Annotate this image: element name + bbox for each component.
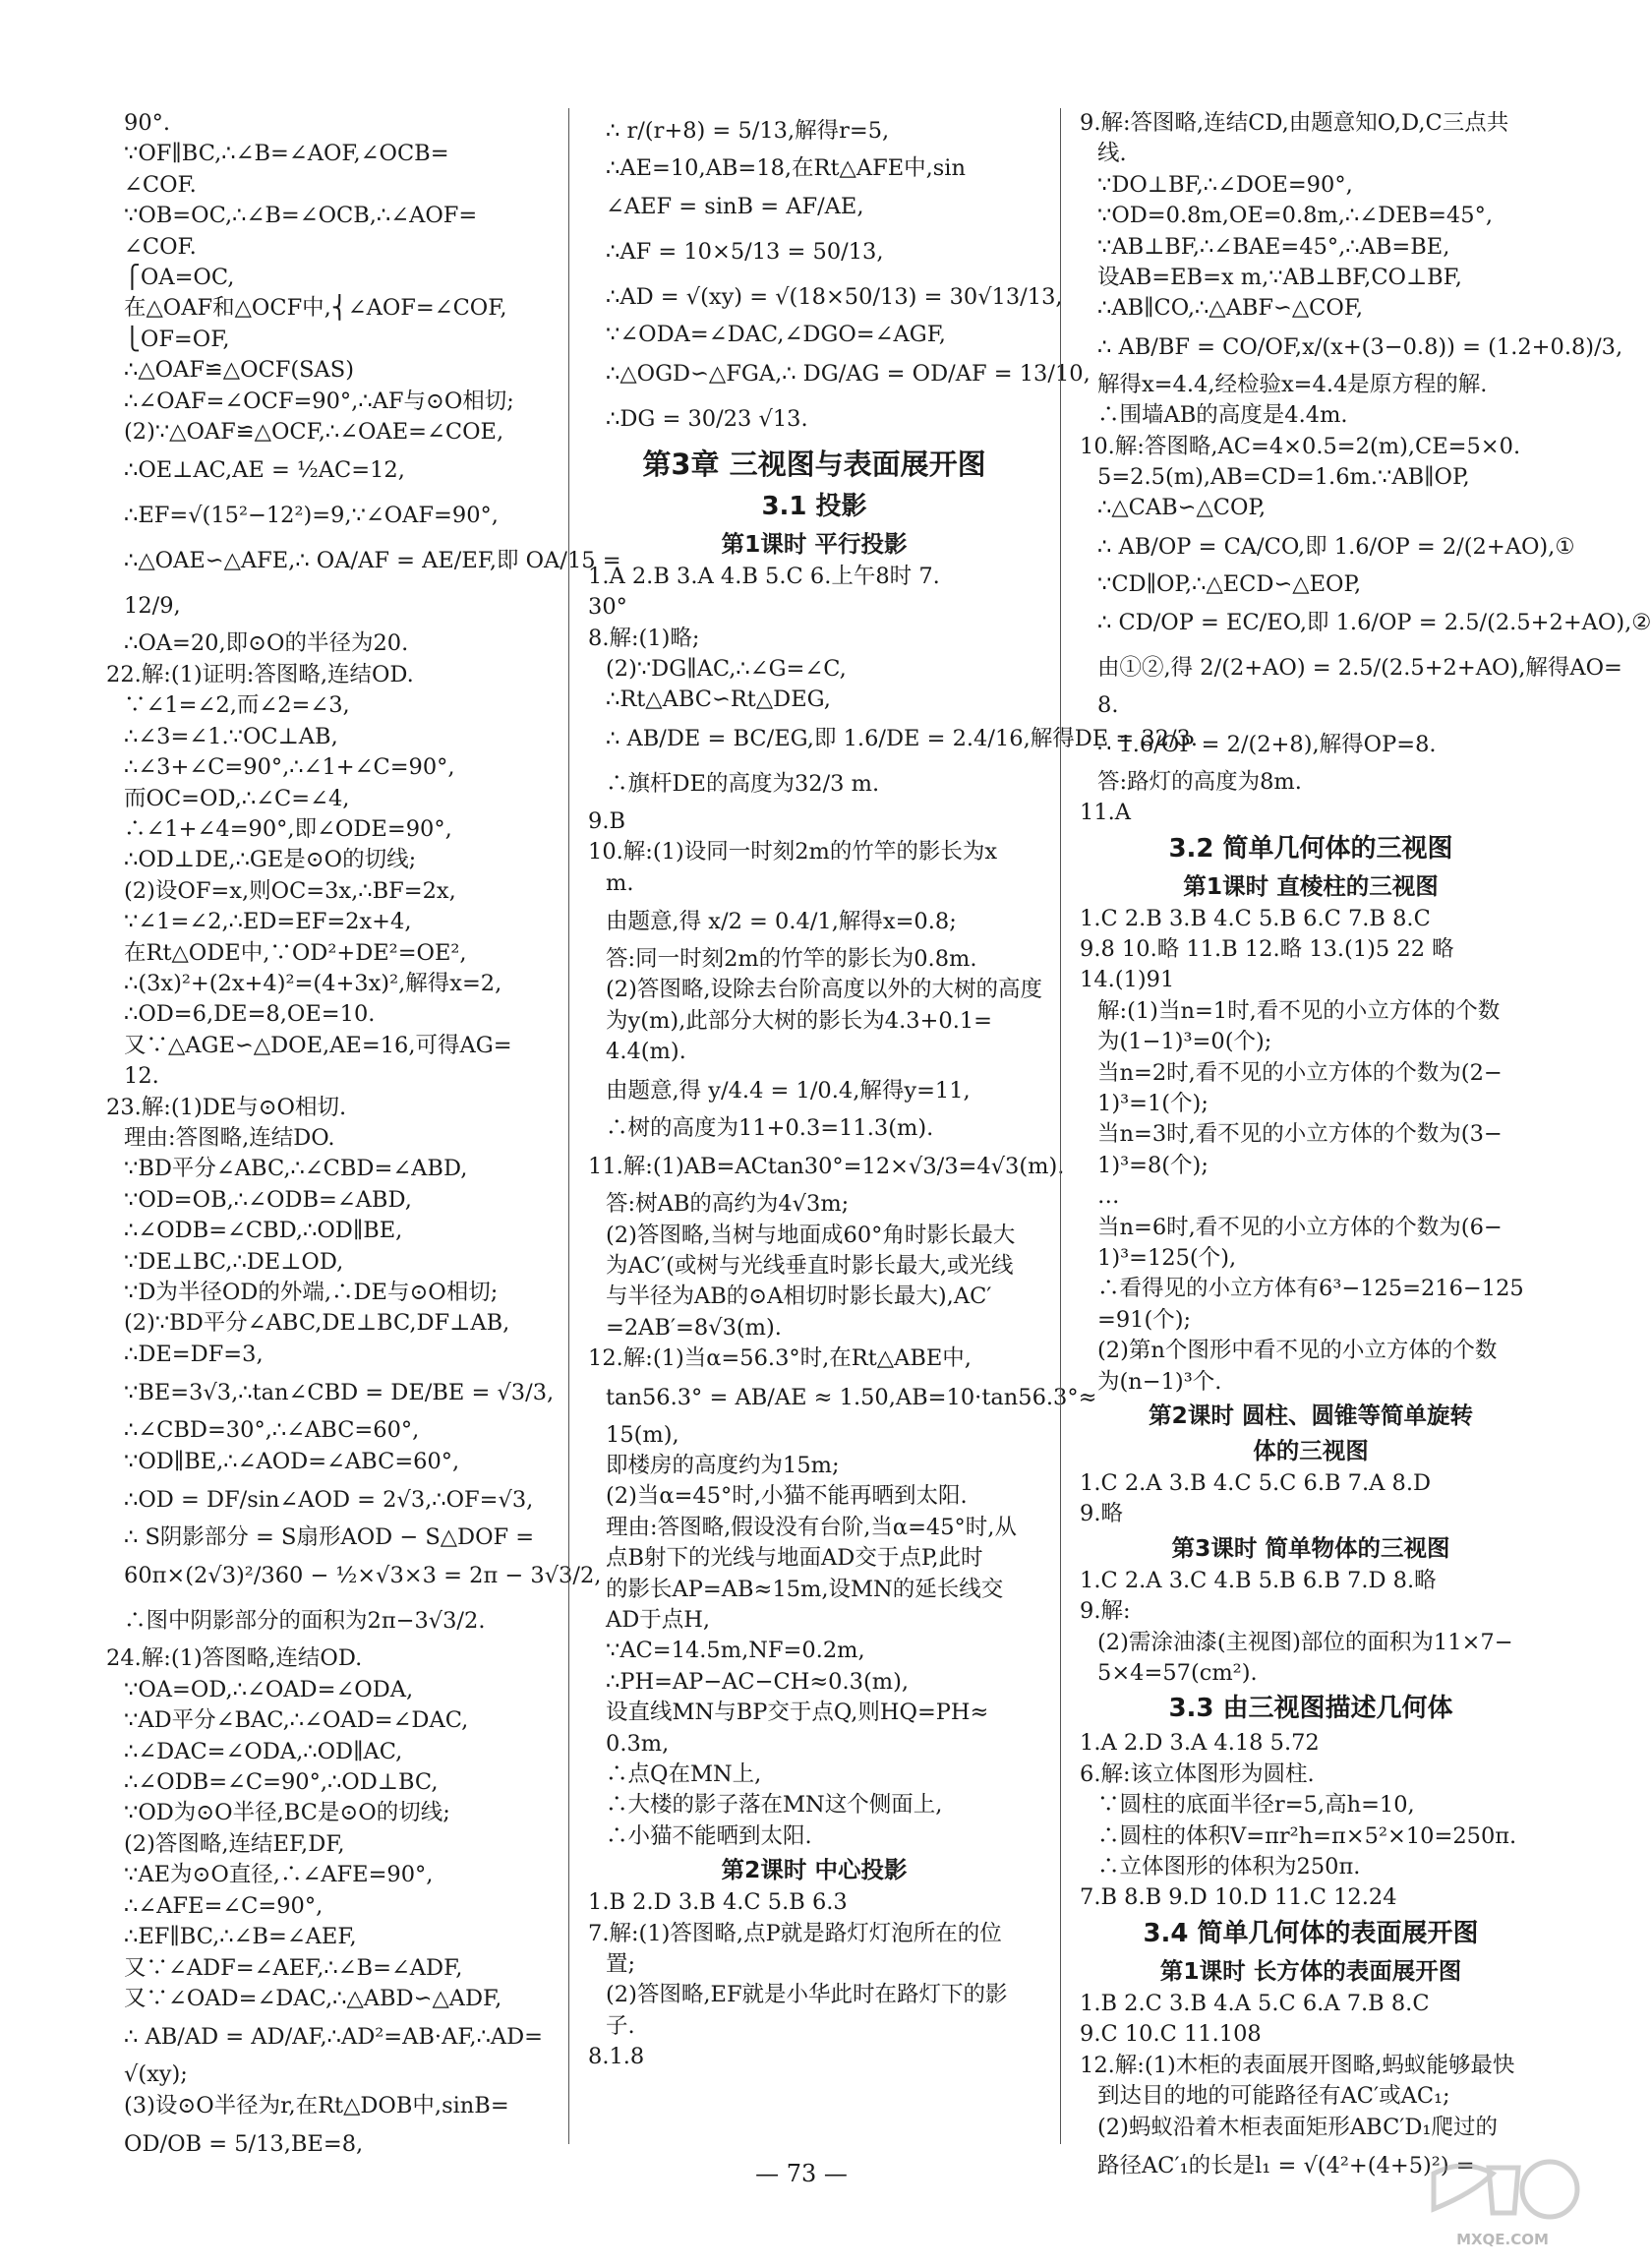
answer-line: 15(m), — [606, 1421, 679, 1448]
answer-line: (3)设⊙O半径为r,在Rt△DOB中,sinB= — [124, 2092, 509, 2119]
answer-line: 由题意,得 x/2 = 0.4/1,解得x=0.8; — [606, 909, 957, 935]
answer-line: 9.8 10.略 11.B 12.略 13.(1)5 22 略 — [1080, 935, 1454, 962]
answer-line: ∴看得见的小立方体有6³−125=216−125 — [1097, 1276, 1524, 1302]
answer-line: ∴旗杆DE的高度为32/3 m. — [606, 770, 880, 797]
section-heading: 3.1 投影 — [761, 491, 867, 521]
answer-line: ∵DO⊥BF,∴∠DOE=90°, — [1097, 171, 1353, 198]
answer-line: ∴树的高度为11+0.3=11.3(m). — [606, 1114, 934, 1141]
answer-line: ∴∠ODB=∠C=90°,∴OD⊥BC, — [124, 1769, 439, 1796]
lesson-heading: 第2课时 圆柱、圆锥等简单旋转 — [1148, 1402, 1474, 1429]
answer-line: √(xy); — [124, 2061, 188, 2088]
answer-line: 线. — [1097, 141, 1127, 167]
answer-line: ∵OF∥BC,∴∠B=∠AOF,∠OCB= — [124, 141, 449, 167]
answer-line: ∴大楼的影子落在MN这个侧面上, — [606, 1792, 943, 1819]
answer-line: 即楼房的高度约为15m; — [606, 1452, 840, 1478]
answer-line: ∴∠AFE=∠C=90°, — [124, 1892, 324, 1919]
answer-line: 1.C 2.A 3.C 4.B 5.B 6.B 7.D 8.略 — [1080, 1567, 1437, 1593]
answer-line: ∵OD∥BE,∴∠AOD=∠ABC=60°, — [124, 1448, 460, 1474]
answer-line: ∴小猫不能晒到太阳. — [606, 1822, 812, 1849]
answer-line: ∴ r/(r+8) = 5/13,解得r=5, — [606, 118, 890, 144]
answer-line: ∴∠ODB=∠CBD,∴OD∥BE, — [124, 1218, 403, 1244]
answer-line: 设AB=EB=x m,∵AB⊥BF,CO⊥BF, — [1097, 265, 1462, 291]
answer-line: AD于点H, — [606, 1606, 711, 1633]
answer-line: 8.1.8 — [588, 2044, 645, 2070]
answer-line: ∴围墙AB的高度是4.4m. — [1097, 402, 1348, 429]
answer-line: (2)∵BD平分∠ABC,DE⊥BC,DF⊥AB, — [124, 1310, 510, 1337]
answer-line: 理由:答图略,连结DO. — [124, 1124, 335, 1151]
answer-line: 又∵∠OAD=∠DAC,∴△ABD∽△ADF, — [124, 1985, 502, 2011]
answer-line: ∴ S阴影部分 = S扇形AOD − S△DOF = — [124, 1524, 535, 1551]
lesson-heading: 第3课时 简单物体的三视图 — [1171, 1533, 1450, 1562]
answer-line: 22.解:(1)证明:答图略,连结OD. — [106, 661, 414, 687]
answer-line: ∠COF. — [124, 233, 197, 260]
watermark-logo — [1424, 2154, 1581, 2248]
answer-line: 30° — [588, 594, 627, 621]
answer-line: ∴∠1+∠4=90°,即∠ODE=90°, — [124, 815, 452, 842]
answer-line: 而OC=OD,∴∠C=∠4, — [124, 785, 350, 811]
answer-line: 又∵∠ADF=∠AEF,∴∠B=∠ADF, — [124, 1954, 463, 1981]
answer-line: ∵圆柱的底面半径r=5,高h=10, — [1097, 1792, 1415, 1819]
answer-line: 的影长AP=AB≈15m,设MN的延长线交 — [606, 1576, 1004, 1602]
answer-line: ∴∠3+∠C=90°,∴∠1+∠C=90°, — [124, 754, 455, 781]
answer-line: (2)∵DG∥AC,∴∠G=∠C, — [606, 656, 847, 683]
answer-line: ∵AC=14.5m,NF=0.2m, — [606, 1638, 865, 1664]
answer-line: 与半径为AB的⊙A相切时影长最大),AC′ — [606, 1283, 992, 1310]
answer-line: ⎩OF=OF, — [124, 326, 230, 352]
answer-line: (2)答图略,当树与地面成60°角时影长最大 — [606, 1222, 1016, 1248]
column-divider — [568, 108, 569, 2144]
answer-line: 为y(m),此部分大树的影长为4.3+0.1= — [606, 1007, 993, 1034]
answer-line: 当n=3时,看不见的小立方体的个数为(3− — [1097, 1121, 1503, 1148]
answer-line: ∴ AB/DE = BC/EG,即 1.6/DE = 2.4/16,解得DE = 32/3. — [606, 725, 1199, 751]
answer-line: ∴△OAE∽△AFE,∴ OA/AF = AE/EF,即 OA/15 = — [124, 548, 621, 574]
answer-line: 由①②,得 2/(2+AO) = 2.5/(2.5+2+AO),解得AO= — [1097, 655, 1622, 682]
answer-line: ⎧OA=OC, — [124, 265, 235, 291]
answer-line: 90°. — [124, 110, 171, 136]
answer-line: 12. — [124, 1063, 159, 1090]
answer-line: 12.解:(1)木柜的表面展开图略,蚂蚁能够最快 — [1080, 2052, 1515, 2078]
section-heading: 3.2 简单几何体的三视图 — [1168, 833, 1453, 864]
answer-line: ∴EF∥BC,∴∠B=∠AEF, — [124, 1924, 357, 1950]
answer-line: ∴DE=DF=3, — [124, 1341, 264, 1367]
watermark-url: MXQE.COM — [1456, 2231, 1549, 2248]
answer-line: ∴∠OAF=∠OCF=90°,∴AF与⊙O相切; — [124, 388, 514, 414]
answer-line: 又∵△AGE∽△DOE,AE=16,可得AG= — [124, 1032, 512, 1058]
lesson-heading: 第1课时 直棱柱的三视图 — [1183, 871, 1439, 900]
answer-line: ∴ CD/OP = EC/EO,即 1.6/OP = 2.5/(2.5+2+AO),② — [1097, 610, 1651, 636]
answer-line: 当n=2时,看不见的小立方体的个数为(2− — [1097, 1059, 1503, 1086]
lesson-heading: 第2课时 中心投影 — [721, 1856, 908, 1884]
answer-line: ∴AE=10,AB=18,在Rt△AFE中,sin — [606, 155, 966, 181]
answer-line: ∴△CAB∽△COP, — [1097, 495, 1267, 521]
answer-line: 6.解:该立体图形为圆柱. — [1080, 1761, 1315, 1787]
answer-line: 9.C 10.C 11.108 — [1080, 2021, 1262, 2048]
answer-line: ∵∠ODA=∠DAC,∠DGO=∠AGF, — [606, 322, 946, 348]
answer-line: OD/OB = 5/13,BE=8, — [124, 2131, 364, 2158]
answer-line: ∴OE⊥AC,AE = ½AC=12, — [124, 457, 405, 484]
answer-line: ∴Rt△ABC∽Rt△DEG, — [606, 686, 831, 713]
answer-line: 24.解:(1)答图略,连结OD. — [106, 1645, 363, 1672]
answer-line: ∴点Q在MN上, — [606, 1761, 762, 1787]
answer-line: ∵AD平分∠BAC,∴∠OAD=∠DAC, — [124, 1707, 469, 1734]
answer-line: 解:(1)当n=1时,看不见的小立方体的个数 — [1097, 997, 1501, 1024]
answer-line: 11.A — [1080, 800, 1132, 826]
answer-line: ∴ AB/BF = CO/OF,x/(x+(3−0.8)) = (1.2+0.8)/3, — [1097, 333, 1623, 360]
answer-line: (2)∵△OAF≌△OCF,∴∠OAE=∠COE, — [124, 419, 504, 446]
answer-line: 解得x=4.4,经检验x=4.4是原方程的解. — [1097, 371, 1488, 397]
answer-line: ∵D为半径OD的外端,∴DE与⊙O相切; — [124, 1280, 499, 1305]
answer-line: tan56.3° = AB/AE ≈ 1.50,AB=10·tan56.3°≈ — [606, 1384, 1097, 1410]
answer-line: ∴立体图形的体积为250π. — [1097, 1854, 1361, 1880]
answer-line: 9.解: — [1080, 1598, 1131, 1625]
answer-line: ∵∠1=∠2,而∠2=∠3, — [124, 692, 350, 719]
answer-line: 设直线MN与BP交于点Q,则HQ=PH≈ — [606, 1700, 989, 1726]
answer-line: ∴OD=6,DE=8,OE=10. — [124, 1001, 376, 1028]
answer-line: 1)³=1(个); — [1097, 1090, 1209, 1116]
answer-line: 4.4(m). — [606, 1039, 686, 1065]
answer-line: ∵AB⊥BF,∴∠BAE=45°,∴AB=BE, — [1097, 233, 1450, 260]
answer-line: 12/9, — [124, 593, 181, 620]
answer-line: 1)³=8(个); — [1097, 1152, 1209, 1178]
answer-line: ∴AD = √(xy) = √(18×50/13) = 30√13/13, — [606, 284, 1063, 311]
answer-line: ∴∠3=∠1.∵OC⊥AB, — [124, 723, 338, 749]
answer-line: (2)答图略,设除去台阶高度以外的大树的高度 — [606, 977, 1043, 1003]
answer-line: 由题意,得 y/4.4 = 1/0.4,解得y=11, — [606, 1077, 971, 1104]
answer-line: 当n=6时,看不见的小立方体的个数为(6− — [1097, 1214, 1503, 1240]
answer-line: 置; — [606, 1951, 636, 1978]
answer-line: 答:路灯的高度为8m. — [1097, 768, 1302, 795]
answer-line: 1.A 2.B 3.A 4.B 5.C 6.上午8时 7. — [588, 563, 940, 589]
lesson-heading: 第1课时 长方体的表面展开图 — [1159, 1956, 1462, 1985]
answer-line: ∴ 1.6/OP = 2/(2+8),解得OP=8. — [1097, 731, 1437, 757]
answer-line: 1.C 2.B 3.B 4.C 5.B 6.C 7.B 8.C — [1080, 905, 1431, 931]
answer-line: 8.解:(1)略; — [588, 625, 700, 651]
answer-line: ∴AF = 10×5/13 = 50/13, — [606, 239, 884, 266]
answer-line: 1.C 2.A 3.B 4.C 5.C 6.B 7.A 8.D — [1080, 1470, 1432, 1496]
answer-line: 60π×(2√3)²/360 − ½×√3×3 = 2π − 3√3/2, — [124, 1563, 602, 1589]
answer-line: ∴∠DAC=∠ODA,∴OD∥AC, — [124, 1738, 403, 1764]
answer-line: 理由:答图略,假设没有台阶,当α=45°时,从 — [606, 1514, 1017, 1540]
answer-line: (2)蚂蚁沿着木柜表面矩形ABC′D₁爬过的 — [1097, 2114, 1498, 2140]
answer-line: 5×4=57(cm²). — [1097, 1660, 1258, 1687]
answer-line: ∴图中阴影部分的面积为2π−3√3/2. — [124, 1608, 486, 1635]
answer-line: 路径AC′₁的长是l₁ = √(4²+(4+5)²) = — [1097, 2152, 1475, 2178]
answer-line: 14.(1)91 — [1080, 967, 1175, 993]
answer-line: ∵OD=OB,∴∠ODB=∠ABD, — [124, 1186, 412, 1213]
answer-line: 为(1−1)³=0(个); — [1097, 1029, 1272, 1055]
answer-line: ∠COF. — [124, 171, 197, 198]
answer-line: ∵OB=OC,∴∠B=∠OCB,∴∠AOF= — [124, 203, 478, 229]
answer-line: 到达目的地的可能路径有AC′或AC₁; — [1097, 2083, 1450, 2110]
answer-line: m. — [606, 869, 634, 896]
answer-line: 为(n−1)³个. — [1097, 1368, 1222, 1395]
answer-line: 1.B 2.C 3.B 4.A 5.C 6.A 7.B 8.C — [1080, 1990, 1430, 2016]
answer-line: 9.B — [588, 807, 626, 834]
answer-line: 8. — [1097, 692, 1119, 719]
answer-line: 9.解:答图略,连结CD,由题意知O,D,C三点共 — [1080, 110, 1509, 136]
answer-line: (2)答图略,EF就是小华此时在路灯下的影 — [606, 1982, 1008, 2008]
answer-line: (2)答图略,连结EF,DF, — [124, 1830, 345, 1857]
answer-line: =91(个); — [1097, 1306, 1192, 1333]
answer-line: ∵∠1=∠2,∴ED=EF=2x+4, — [124, 909, 412, 935]
answer-line: 点B射下的光线与地面AD交于点P,此时 — [606, 1545, 983, 1572]
answer-line: 10.解:答图略,AC=4×0.5=2(m),CE=5×0. — [1080, 433, 1521, 459]
answer-line: 7.B 8.B 9.D 10.D 11.C 12.24 — [1080, 1884, 1397, 1911]
answer-line: ∠AEF = sinB = AF/AE, — [606, 194, 864, 220]
answer-line: 1)³=125(个), — [1097, 1244, 1237, 1271]
answer-line: ∵DE⊥BC,∴DE⊥OD, — [124, 1248, 344, 1275]
page-number: — 73 — — [755, 2160, 848, 2187]
answer-line: 5=2.5(m),AB=CD=1.6m.∵AB∥OP, — [1097, 464, 1470, 491]
chapter-heading: 第3章 三视图与表面展开图 — [642, 447, 986, 481]
answer-line: ∵OD为⊙O半径,BC是⊙O的切线; — [124, 1800, 450, 1826]
section-heading: 3.4 简单几何体的表面展开图 — [1143, 1918, 1479, 1948]
answer-line: 1.B 2.D 3.B 4.C 5.B 6.3 — [588, 1889, 848, 1916]
answer-line: 为AC′(或树与光线垂直时影长最大,或光线 — [606, 1252, 1014, 1279]
answer-line: 1.A 2.D 3.A 4.18 5.72 — [1080, 1730, 1320, 1757]
answer-line: ∴△OAF≌△OCF(SAS) — [124, 357, 354, 384]
answer-line: 0.3m, — [606, 1730, 670, 1757]
answer-line: ∴(3x)²+(2x+4)²=(4+3x)²,解得x=2, — [124, 970, 502, 996]
answer-line: ∴∠CBD=30°,∴∠ABC=60°, — [124, 1417, 420, 1444]
answer-line: … — [1097, 1183, 1120, 1210]
section-heading: 3.3 由三视图描述几何体 — [1168, 1694, 1453, 1724]
answer-line: 子. — [606, 2012, 635, 2039]
answer-line: ∵OD=0.8m,OE=0.8m,∴∠DEB=45°, — [1097, 203, 1493, 229]
answer-line: 11.解:(1)AB=ACtan30°=12×√3/3=4√3(m). — [588, 1154, 1065, 1180]
answer-line: 7.解:(1)答图略,点P就是路灯灯泡所在的位 — [588, 1920, 1002, 1946]
answer-line: ∵CD∥OP,∴△ECD∽△EOP, — [1097, 570, 1362, 597]
answer-line: 9.略 — [1080, 1501, 1123, 1527]
answer-line: ∴EF=√(15²−12²)=9,∵∠OAF=90°, — [124, 503, 499, 529]
answer-line: 在△OAF和△OCF中,⎨∠AOF=∠COF, — [124, 295, 507, 322]
answer-line: ∴OA=20,即⊙O的半径为20. — [124, 630, 409, 657]
answer-line: ∴OD = DF/sin∠AOD = 2√3,∴OF=√3, — [124, 1487, 534, 1514]
answer-line: ∴DG = 30/23 √13. — [606, 405, 808, 432]
column-divider — [1060, 108, 1061, 2144]
answer-line: ∴ AB/AD = AD/AF,∴AD²=AB·AF,∴AD= — [124, 2024, 544, 2051]
answer-line: ∴ AB/OP = CA/CO,即 1.6/OP = 2/(2+AO),① — [1097, 533, 1575, 560]
answer-line: (2)第n个图形中看不见的小立方体的个数 — [1097, 1338, 1498, 1364]
lesson-heading: 体的三视图 — [1253, 1437, 1369, 1464]
answer-line: ∴AB∥CO,∴△ABF∽△COF, — [1097, 295, 1364, 322]
answer-line: 答:树AB的高约为4√3m; — [606, 1191, 850, 1218]
answer-line: 10.解:(1)设同一时刻2m的竹竿的影长为x — [588, 839, 998, 865]
lesson-heading: 第1课时 平行投影 — [721, 529, 908, 558]
answer-line: ∵OA=OD,∴∠OAD=∠ODA, — [124, 1676, 414, 1702]
answer-line: (2)需涂油漆(主视图)部位的面积为11×7− — [1097, 1629, 1513, 1655]
answer-line: ∴△OGD∽△FGA,∴ DG/AG = OD/AF = 13/10, — [606, 360, 1091, 387]
answer-line: ∵AE为⊙O直径,∴∠AFE=90°, — [124, 1862, 434, 1888]
answer-line: (2)设OF=x,则OC=3x,∴BF=2x, — [124, 877, 456, 904]
answer-line: ∴OD⊥DE,∴GE是⊙O的切线; — [124, 847, 417, 873]
answer-line: 12.解:(1)当α=56.3°时,在Rt△ABE中, — [588, 1345, 972, 1372]
answer-line: ∴圆柱的体积V=πr²h=π×5²×10=250π. — [1097, 1822, 1517, 1849]
answer-line: 在Rt△ODE中,∵OD²+DE²=OE², — [124, 939, 467, 966]
answer-line: 答:同一时刻2m的竹竿的影长为0.8m. — [606, 946, 977, 973]
answer-line: 23.解:(1)DE与⊙O相切. — [106, 1094, 347, 1120]
answer-line: (2)当α=45°时,小猫不能再晒到太阳. — [606, 1483, 968, 1510]
answer-line: ∵BD平分∠ABC,∴∠CBD=∠ABD, — [124, 1156, 468, 1182]
answer-line: ∵BE=3√3,∴tan∠CBD = DE/BE = √3/3, — [124, 1380, 555, 1406]
answer-line: =2AB′=8√3(m). — [606, 1314, 782, 1341]
answer-column-right — [1080, 108, 1651, 2188]
watermark-stamp-icon — [1424, 2154, 1581, 2229]
answer-line: ∴PH=AP−AC−CH≈0.3(m), — [606, 1668, 910, 1695]
